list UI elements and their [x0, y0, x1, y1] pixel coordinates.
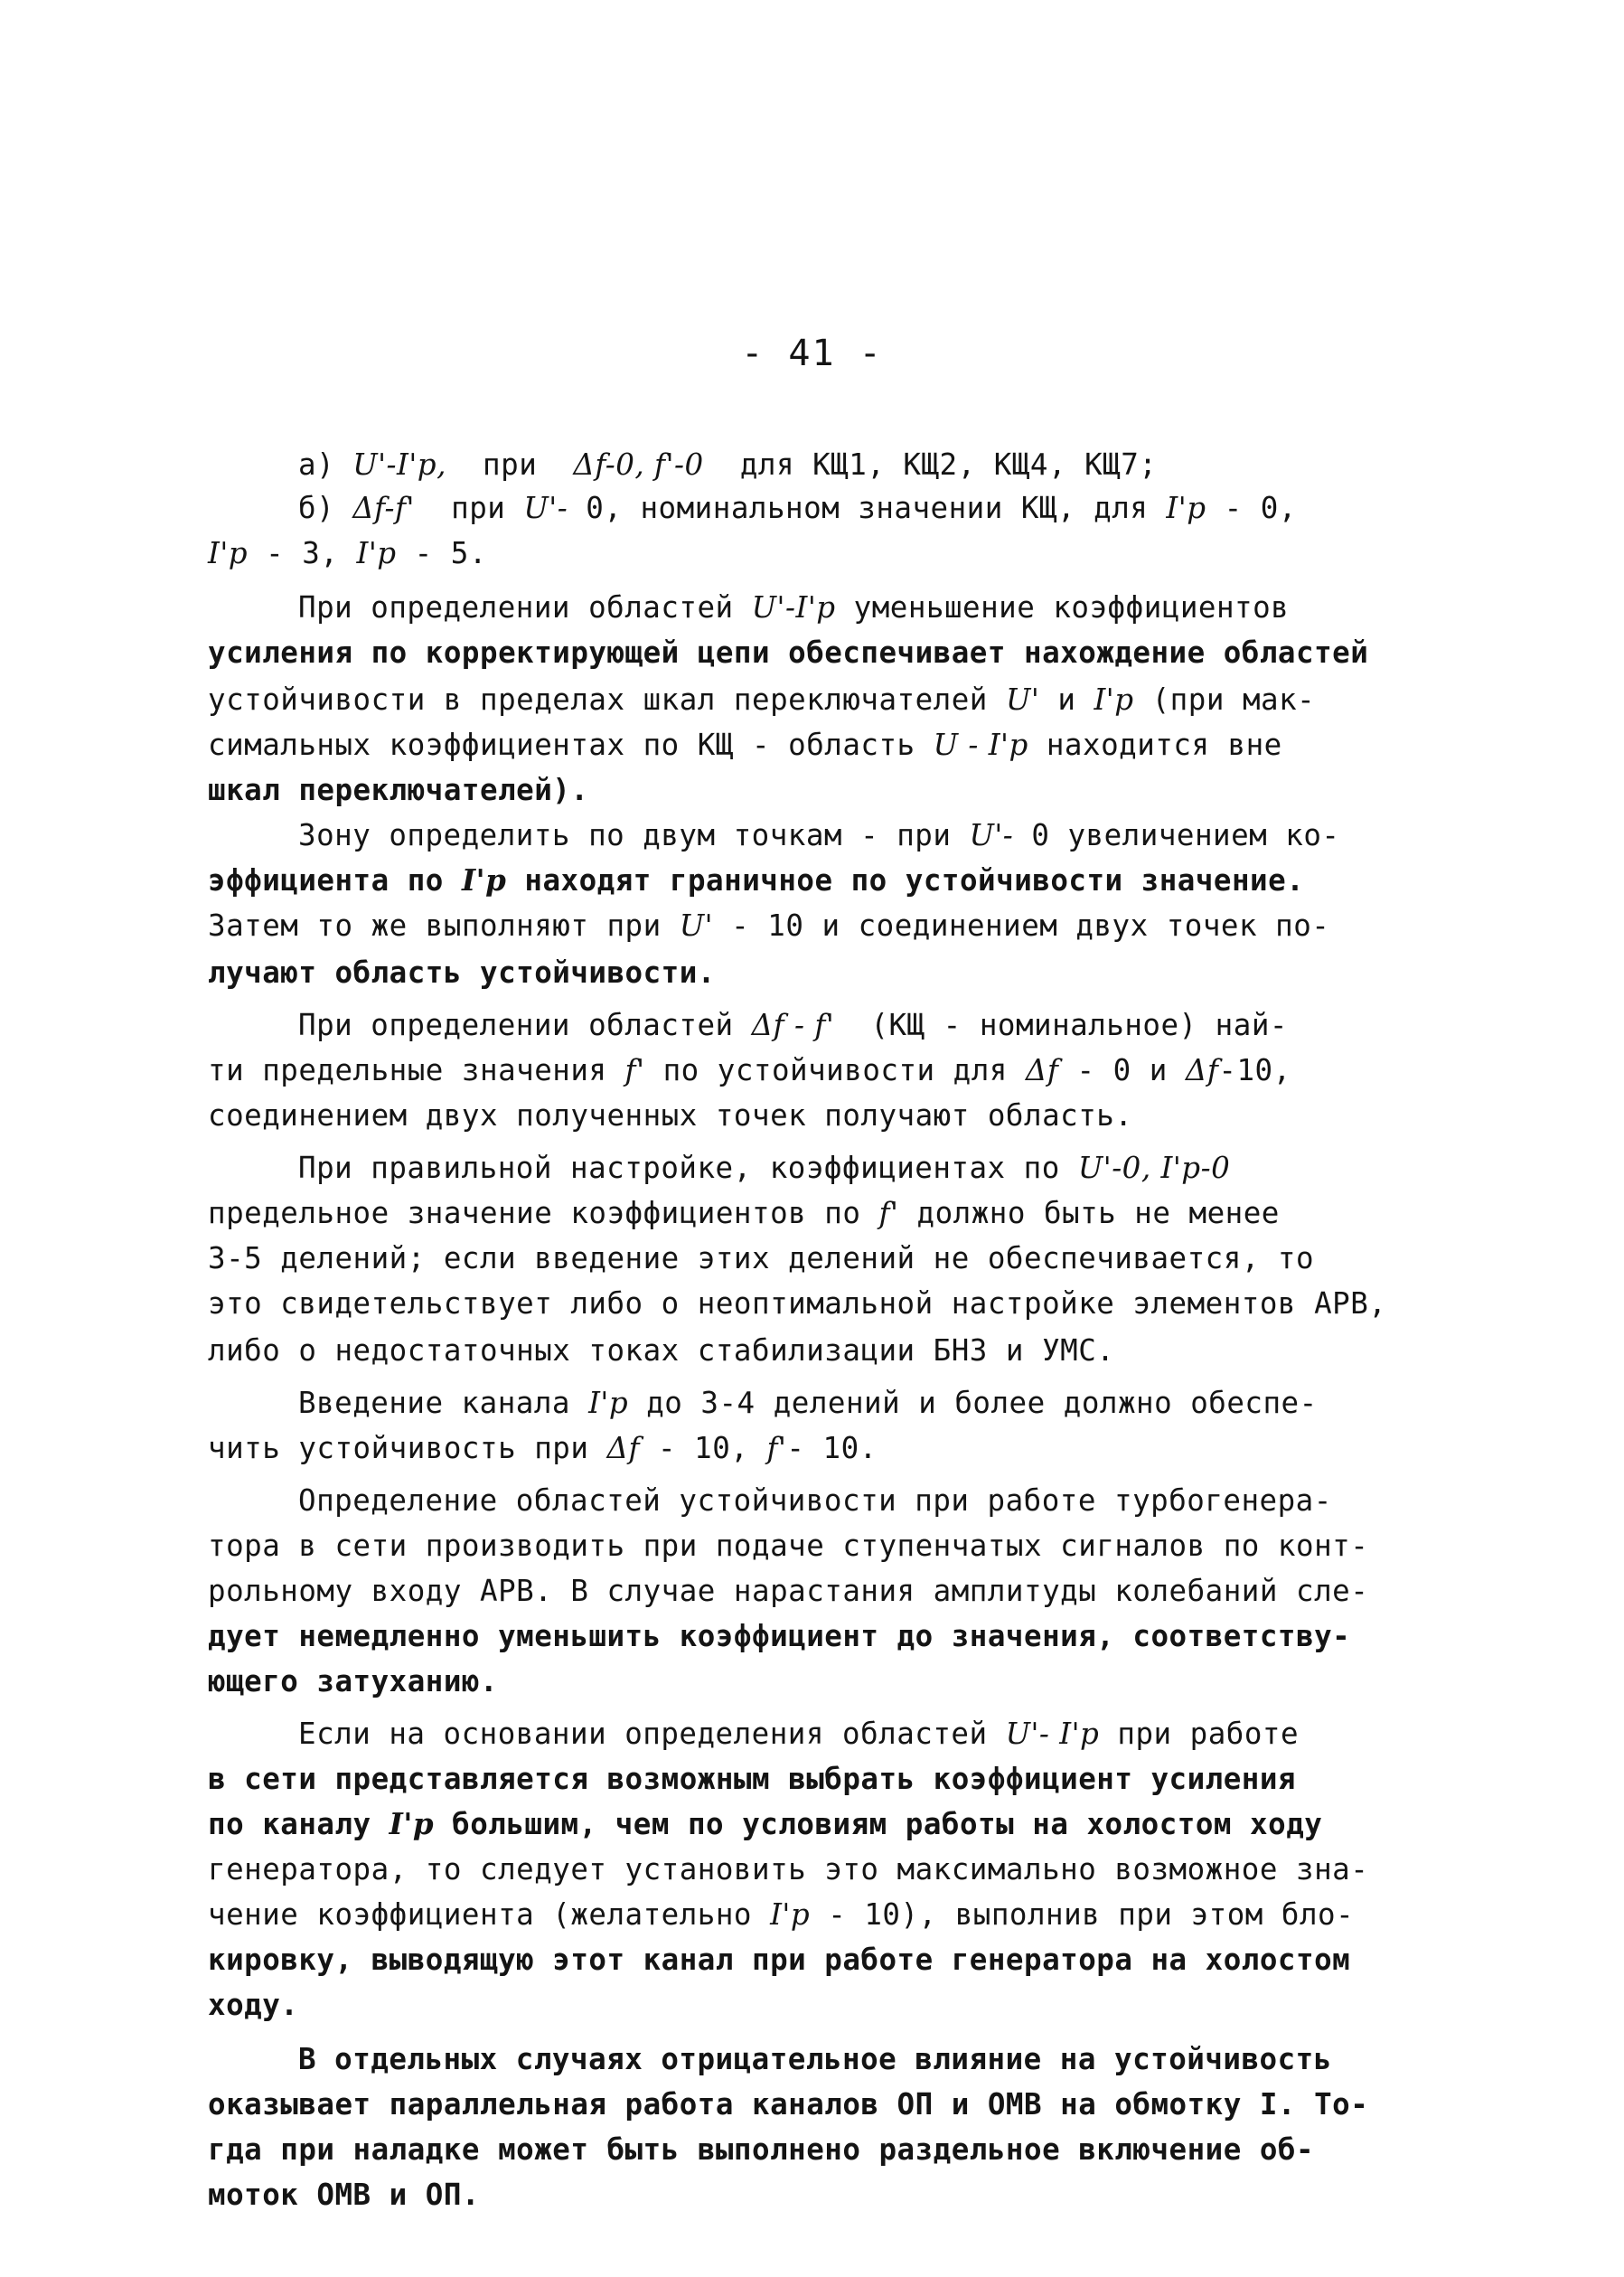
text-segment: - 0, — [1206, 491, 1297, 525]
text-line — [208, 533, 487, 573]
text-segment: ти предельные значения — [208, 1053, 625, 1087]
text-segment: соединением двух полученных точек получают область. — [208, 1098, 1133, 1133]
math-expression: Δf - f' — [751, 1008, 835, 1042]
text-line — [208, 1759, 1296, 1799]
text-segment: 3-5 делений; если введение этих делений не обеспечивается, то — [208, 1241, 1315, 1275]
text-segment: при — [415, 491, 524, 525]
text-segment: кировку, выводящую этот канал при работе генератора на холостом — [208, 1943, 1351, 1977]
text-line — [208, 1284, 1386, 1323]
text-line — [298, 1005, 1288, 1045]
text-segment: Определение областей устойчивости при работе турбогенера- — [298, 1483, 1332, 1518]
text-segment: - 0 и — [1058, 1053, 1186, 1087]
text-line — [208, 1331, 1114, 1370]
math-expression: U'-I'p — [751, 590, 836, 625]
text-line — [208, 633, 1368, 673]
text-segment: до 3-4 делений и более должно обеспе- — [628, 1386, 1318, 1420]
math-expression: U'-0, I'p-0 — [1077, 1151, 1231, 1185]
text-segment: предельное значение коэффициентов по — [208, 1196, 879, 1230]
text-line — [208, 680, 1315, 720]
text-segment: гда при наладке может быть выполнено раздельное включение об- — [208, 2132, 1315, 2167]
text-segment: шкал переключателей). — [208, 773, 589, 807]
text-line — [298, 2039, 1332, 2079]
text-segment: Введение канала — [298, 1386, 589, 1420]
text-segment: Если на основании определения областей — [298, 1717, 1006, 1751]
text-line — [298, 1383, 1318, 1423]
text-segment: При правильной настройке, коэффициентах по — [298, 1151, 1078, 1185]
math-expression: Δf-f' — [352, 491, 415, 525]
text-line — [208, 861, 1304, 900]
text-segment: ходу. — [208, 1988, 299, 2022]
text-line — [208, 1804, 1322, 1844]
text-segment: находится вне — [1028, 728, 1282, 762]
text-line — [208, 1895, 1354, 1934]
text-segment: либо о недостаточных токах стабилизации БНЗ и УМС. — [208, 1333, 1115, 1368]
text-line — [298, 1148, 1230, 1188]
text-line — [208, 906, 1329, 946]
math-expression: Δf — [1025, 1053, 1059, 1087]
text-segment: б) — [298, 491, 353, 525]
text-segment: - 10, — [639, 1431, 767, 1465]
math-expression: I'p — [356, 536, 397, 570]
text-line — [208, 1096, 1132, 1135]
math-expression: Δf — [606, 1431, 640, 1465]
text-segment: большим, чем по условиям работы на холостом ходу — [434, 1807, 1323, 1841]
text-segment: симальных коэффициентах по КЩ - область — [208, 728, 934, 762]
text-segment: тора в сети производить при подаче ступенчатых сигналов по конт- — [208, 1529, 1369, 1563]
text-segment: - 3, — [248, 536, 357, 570]
math-expression: U'- I'p — [1005, 1717, 1100, 1751]
text-segment: 0 увеличением ко- — [1013, 818, 1340, 852]
text-line — [208, 2175, 480, 2215]
text-line — [208, 1985, 298, 2025]
text-segment: чить устойчивость при — [208, 1431, 607, 1465]
math-expression: I'p — [1094, 682, 1134, 717]
math-expression: U'- — [969, 818, 1014, 852]
text-segment: В отдельных случаях отрицательное влияние на устойчивость — [298, 2042, 1332, 2076]
text-segment: по устойчивости для — [644, 1053, 1026, 1087]
text-segment: моток ОМВ и ОП. — [208, 2178, 480, 2212]
text-segment: лучают область устойчивости. — [208, 955, 716, 990]
text-line — [298, 588, 1289, 627]
math-expression: U'- — [523, 491, 568, 525]
text-line — [208, 725, 1282, 765]
text-line — [208, 1050, 1291, 1090]
math-expression: Δf-0, f'-0 — [573, 447, 704, 482]
text-segment: чение коэффициента (желательно — [208, 1897, 771, 1932]
text-line — [208, 1428, 878, 1468]
text-line — [208, 953, 716, 993]
text-line — [298, 488, 1297, 528]
math-expression: U'-I'p, — [352, 447, 446, 482]
text-line — [208, 1616, 1350, 1656]
text-segment: При определении областей — [298, 590, 752, 625]
text-segment: (при мак- — [1133, 682, 1316, 717]
text-segment: Зону определить по двум точкам - при — [298, 818, 970, 852]
text-line — [298, 445, 1157, 485]
math-expression: I'p — [208, 536, 249, 570]
math-expression: U - I'p — [933, 728, 1028, 762]
math-expression: U' — [679, 908, 714, 943]
text-line — [208, 1238, 1314, 1278]
text-segment: при — [446, 447, 574, 482]
text-segment: - 10. — [786, 1431, 878, 1465]
text-segment: а) — [298, 447, 353, 482]
text-segment: дует немедленно уменьшить коэффициент до значения, соответству- — [208, 1619, 1351, 1653]
text-segment: Затем то же выполняют при — [208, 908, 680, 943]
math-expression: Δf — [1185, 1053, 1219, 1087]
text-segment: усиления по корректирующей цепи обеспечивает нахождение областей — [208, 635, 1369, 670]
math-expression: I'p — [770, 1897, 811, 1932]
math-expression: I'p — [461, 862, 507, 898]
text-segment: устойчивости в пределах шкал переключателей — [208, 682, 1006, 717]
text-segment: - 5. — [396, 536, 487, 570]
text-segment: и — [1039, 682, 1094, 717]
text-line — [208, 1849, 1368, 1889]
math-expression: I'p — [588, 1386, 629, 1420]
text-line — [298, 1714, 1299, 1754]
text-segment: это свидетельствует либо о неоптимальной настройке элементов АРВ, — [208, 1286, 1387, 1321]
math-expression: I'p — [389, 1806, 435, 1841]
text-segment: оказывает параллельная работа каналов ОП и ОМВ на обмотку I. То- — [208, 2087, 1369, 2122]
text-line — [298, 1481, 1332, 1520]
text-segment: генератора, то следует установить это максимально возможное зна- — [208, 1852, 1369, 1887]
text-segment: эффициента по — [208, 863, 462, 898]
text-segment: находят граничное по устойчивости значение. — [506, 863, 1305, 898]
text-segment: При определении областей — [298, 1008, 752, 1042]
text-segment: - 10 и соединением двух точек по- — [713, 908, 1330, 943]
math-expression: f' — [878, 1196, 899, 1230]
text-line — [298, 815, 1339, 855]
math-expression: f' — [766, 1431, 787, 1465]
text-line — [208, 1661, 498, 1701]
text-segment: в сети представляется возможным выбрать коэффициент усиления — [208, 1762, 1296, 1796]
text-line — [208, 770, 588, 810]
math-expression: U' — [1005, 682, 1040, 717]
text-segment: -10, — [1218, 1053, 1291, 1087]
text-segment: - 10), выполнив при этом бло- — [810, 1897, 1355, 1932]
text-line — [208, 1571, 1368, 1611]
text-segment: 0, номинальном значении КЩ, для — [568, 491, 1167, 525]
text-line — [208, 1193, 1280, 1233]
text-segment: (КЩ - номинальное) най- — [834, 1008, 1288, 1042]
text-segment: при работе — [1099, 1717, 1300, 1751]
math-expression: I'p — [1166, 491, 1206, 525]
text-segment: ющего затуханию. — [208, 1664, 499, 1698]
text-segment: рольному входу АРВ. В случае нарастания амплитуды колебаний сле- — [208, 1574, 1369, 1608]
text-line — [208, 1526, 1368, 1566]
text-line — [208, 1940, 1350, 1980]
text-line — [208, 2130, 1314, 2169]
text-segment: должно быть не менее — [898, 1196, 1280, 1230]
page-number: - 41 - — [741, 333, 883, 374]
math-expression: f' — [624, 1053, 645, 1087]
text-line — [208, 2084, 1368, 2124]
text-segment: для КЩ1, КЩ2, КЩ4, КЩ7; — [703, 447, 1158, 482]
text-segment: по каналу — [208, 1807, 390, 1841]
text-segment: уменьшение коэффициентов — [835, 590, 1290, 625]
